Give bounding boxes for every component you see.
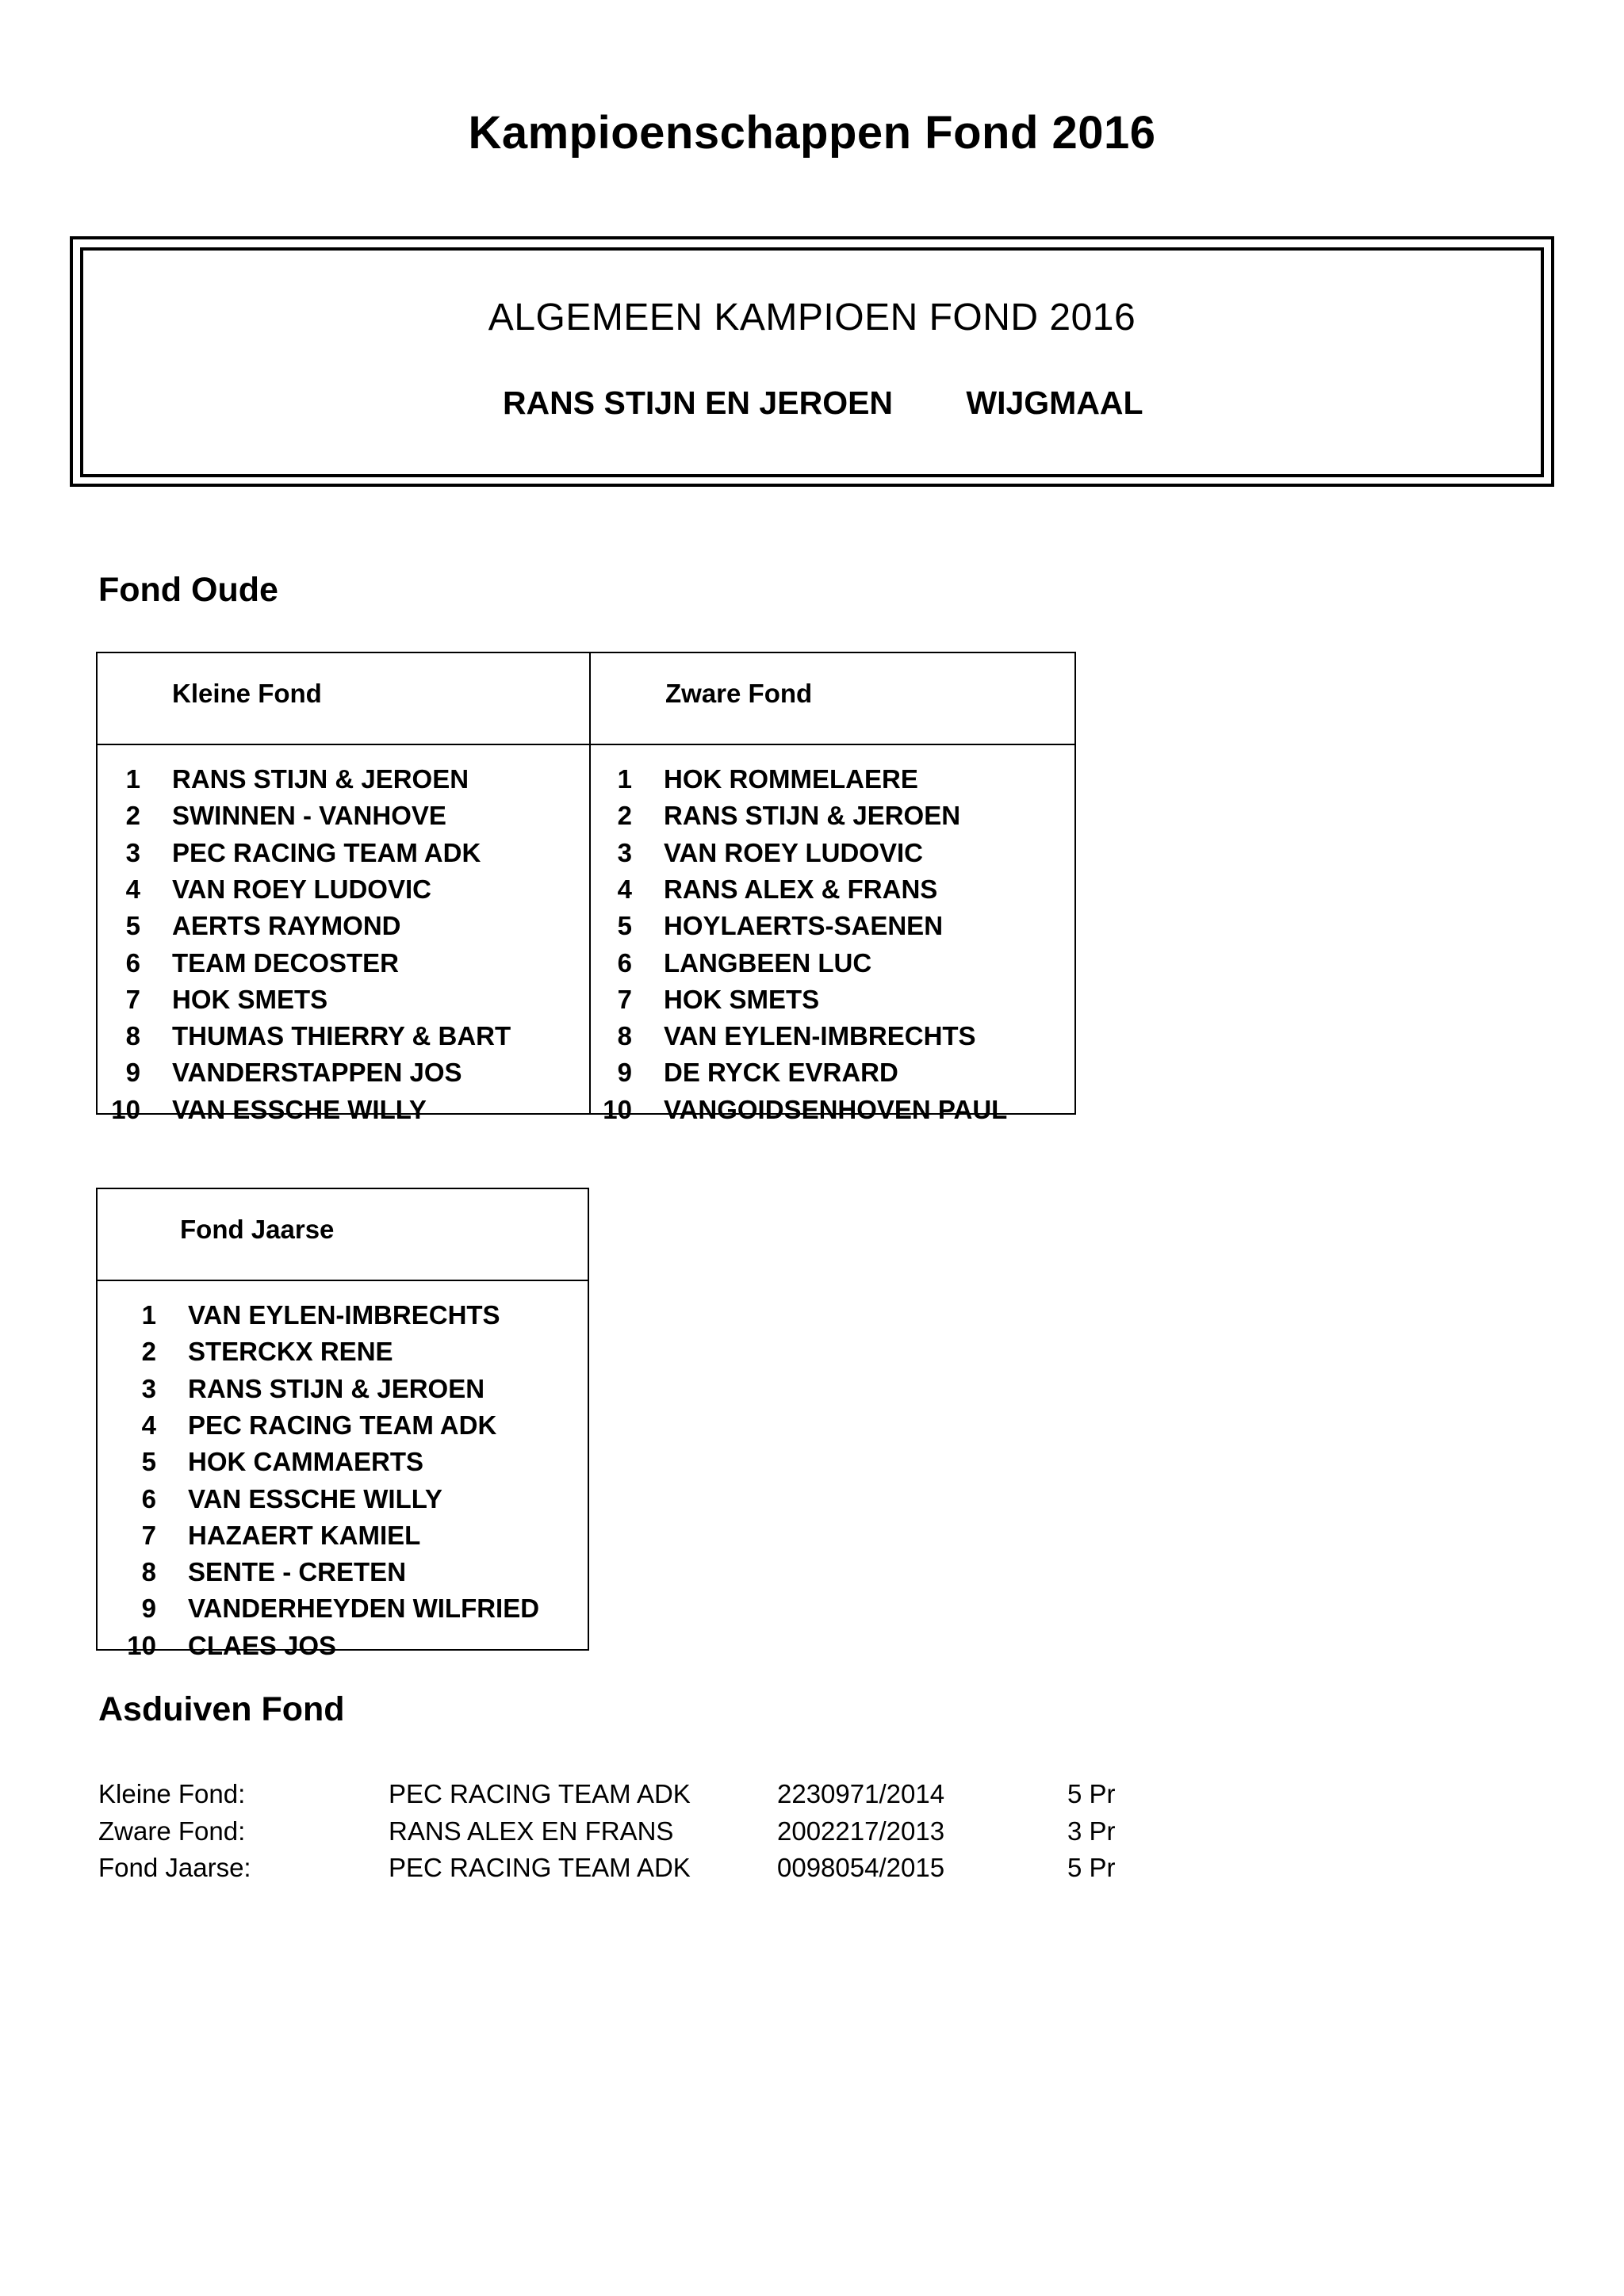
rank-name: VAN ROEY LUDOVIC <box>172 874 431 904</box>
table-row <box>591 945 1076 982</box>
table-row <box>98 908 589 944</box>
table-row <box>98 1554 589 1590</box>
rank-number: 10 <box>127 1630 156 1660</box>
rank-number: 8 <box>125 1021 140 1051</box>
rank-number: 2 <box>141 1337 156 1367</box>
asduif-category: Kleine Fond: <box>98 1779 246 1808</box>
table-row <box>98 1334 589 1370</box>
table-row <box>98 1517 589 1554</box>
rank-name: VANDERHEYDEN WILFRIED <box>188 1594 540 1624</box>
asduif-prizes: 5 Pr <box>1067 1779 1116 1808</box>
rank-name: PEC RACING TEAM ADK <box>188 1410 497 1440</box>
champion-heading: ALGEMEEN KAMPIOEN FOND 2016 <box>488 297 1136 339</box>
rank-name: VAN EYLEN-IMBRECHTS <box>188 1300 500 1330</box>
rank-number: 4 <box>141 1410 156 1440</box>
rank-name: PEC RACING TEAM ADK <box>172 837 481 867</box>
rank-name: VANGOIDSENHOVEN PAUL <box>664 1094 1008 1124</box>
rank-name: HAZAERT KAMIEL <box>188 1520 421 1550</box>
rank-number: 8 <box>617 1021 632 1051</box>
asduif-row <box>98 1850 1208 1886</box>
table-row <box>98 1018 589 1054</box>
table-row <box>591 835 1076 871</box>
asduif-prizes: 3 Pr <box>1067 1816 1116 1846</box>
rank-name: VANDERSTAPPEN JOS <box>172 1058 462 1088</box>
rank-number: 10 <box>111 1094 140 1124</box>
table-row <box>98 1407 589 1444</box>
rank-number: 7 <box>125 984 140 1014</box>
rank-number: 7 <box>617 984 632 1014</box>
rank-number: 4 <box>617 874 632 904</box>
rank-name: HOK CAMMAERTS <box>188 1447 423 1477</box>
rank-name: RANS STIJN & JEROEN <box>188 1373 485 1403</box>
rank-number: 1 <box>617 764 632 794</box>
asduif-name: RANS ALEX EN FRANS <box>389 1816 674 1846</box>
table-row <box>98 1590 589 1627</box>
rank-name: RANS STIJN & JEROEN <box>664 801 961 831</box>
table-row <box>591 871 1076 908</box>
rank-name: AERTS RAYMOND <box>172 911 401 941</box>
rank-number: 7 <box>141 1520 156 1550</box>
rank-number: 6 <box>617 947 632 978</box>
fond-jaarse-header: Fond Jaarse <box>180 1215 335 1244</box>
table-row <box>98 1628 589 1664</box>
table-row <box>98 1481 589 1517</box>
rank-number: 1 <box>141 1300 156 1330</box>
asduif-category: Fond Jaarse: <box>98 1853 251 1882</box>
rank-number: 6 <box>141 1483 156 1513</box>
rank-name: HOK SMETS <box>664 984 820 1014</box>
rank-name: RANS STIJN & JEROEN <box>172 764 469 794</box>
rank-name: SWINNEN - VANHOVE <box>172 801 446 831</box>
rank-number: 9 <box>141 1594 156 1624</box>
fond-oude-heading: Fond Oude <box>98 571 278 609</box>
rank-number: 3 <box>125 837 140 867</box>
rank-name: THUMAS THIERRY & BART <box>172 1021 511 1051</box>
zware-fond-header: Zware Fond <box>665 679 813 708</box>
rank-number: 10 <box>603 1094 632 1124</box>
table-row <box>591 982 1076 1018</box>
rank-name: RANS ALEX & FRANS <box>664 874 938 904</box>
asduif-row <box>98 1813 1208 1850</box>
fond-oude-table <box>96 652 1076 1124</box>
rank-number: 5 <box>125 911 140 941</box>
rank-name: HOYLAERTS-SAENEN <box>664 911 944 941</box>
rank-name: CLAES JOS <box>188 1630 337 1660</box>
asduif-category: Zware Fond: <box>98 1816 246 1846</box>
asduif-name: PEC RACING TEAM ADK <box>389 1779 691 1808</box>
table-row <box>98 1371 589 1407</box>
rank-name: STERCKX RENE <box>188 1337 393 1367</box>
zware-fond-column <box>589 653 1076 1124</box>
rank-name: HOK ROMMELAERE <box>664 764 918 794</box>
table-row <box>98 798 589 834</box>
table-row <box>591 798 1076 834</box>
fond-jaarse-column <box>98 1189 589 1660</box>
rank-number: 9 <box>617 1058 632 1088</box>
table-row <box>591 908 1076 944</box>
table-row <box>98 1054 589 1091</box>
champion-box-inner-border <box>80 247 1544 477</box>
rank-name: VAN EYLEN-IMBRECHTS <box>664 1021 976 1051</box>
rank-number: 6 <box>125 947 140 978</box>
table-row <box>98 1092 589 1128</box>
rank-number: 1 <box>125 764 140 794</box>
table-row <box>98 982 589 1018</box>
rank-name: VAN ROEY LUDOVIC <box>664 837 923 867</box>
fond-jaarse-table <box>96 1188 589 1660</box>
rank-name: SENTE - CRETEN <box>188 1557 407 1587</box>
table-row <box>98 1297 589 1334</box>
rank-number: 2 <box>125 801 140 831</box>
asduif-ring-number: 2230971/2014 <box>777 1779 945 1808</box>
rank-number: 2 <box>617 801 632 831</box>
rank-number: 8 <box>141 1557 156 1587</box>
table-row <box>98 1444 589 1480</box>
table-row <box>98 871 589 908</box>
table-row <box>98 835 589 871</box>
asduif-row <box>98 1776 1208 1812</box>
asduiven-heading: Asduiven Fond <box>98 1690 345 1728</box>
kleine-fond-column <box>98 653 589 1124</box>
rank-name: DE RYCK EVRARD <box>664 1058 898 1088</box>
table-row <box>591 761 1076 798</box>
champion-place: WIJGMAAL <box>966 385 1143 421</box>
table-row <box>591 1054 1076 1091</box>
rank-number: 4 <box>125 874 140 904</box>
asduif-ring-number: 2002217/2013 <box>777 1816 945 1846</box>
rank-name: LANGBEEN LUC <box>664 947 872 978</box>
table-row <box>98 761 589 798</box>
champion-name: RANS STIJN EN JEROEN <box>502 385 894 421</box>
table-row <box>98 945 589 982</box>
rank-number: 5 <box>141 1447 156 1477</box>
rank-number: 9 <box>125 1058 140 1088</box>
asduif-name: PEC RACING TEAM ADK <box>389 1853 691 1882</box>
kleine-fond-header: Kleine Fond <box>172 679 322 708</box>
table-row <box>591 1092 1076 1128</box>
rank-name: VAN ESSCHE WILLY <box>188 1483 442 1513</box>
asduif-prizes: 5 Pr <box>1067 1853 1116 1882</box>
rank-name: TEAM DECOSTER <box>172 947 400 978</box>
rank-number: 5 <box>617 911 632 941</box>
table-row <box>591 1018 1076 1054</box>
rank-number: 3 <box>141 1373 156 1403</box>
rank-name: HOK SMETS <box>172 984 328 1014</box>
rank-number: 3 <box>617 837 632 867</box>
asduif-ring-number: 0098054/2015 <box>777 1853 945 1882</box>
page-title: Kampioenschappen Fond 2016 <box>468 107 1156 159</box>
rank-name: VAN ESSCHE WILLY <box>172 1094 427 1124</box>
